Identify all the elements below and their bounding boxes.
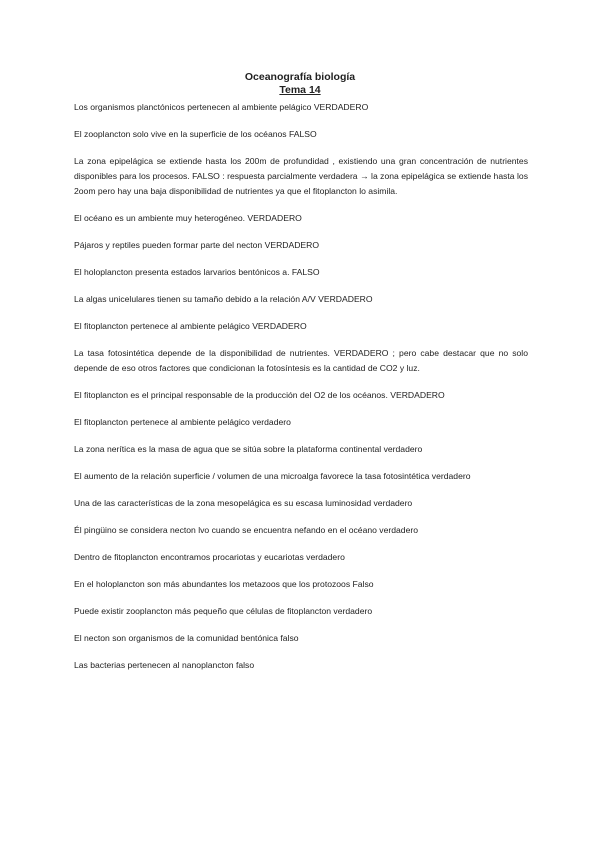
statement-2: El zooplancton solo vive en la superficie de los océanos FALSO <box>74 129 317 139</box>
statement-11: El fitoplancton pertenece al ambiente pelágico verdadero <box>74 417 291 427</box>
statement-20: Las bacterias pertenecen al nanoplancton falso <box>74 660 255 670</box>
statement-16: Dentro de fitoplancton encontramos procariotas y eucariotas verdadero <box>74 552 345 562</box>
statement-12: La zona nerítica es la masa de agua que se sitúa sobre la plataforma continental verdadero <box>74 444 423 454</box>
statement-3: La zona epipelágica se extiende hasta los 200m de profundidad , existiendo una gran concentración de nutrientes disponibles para los procesos. FALSO : respuesta parcialmente verdadera → la zona epipelágica se extiende hasta los 2oom pero hay una baja disponibilidad de nutrientes ya que el fitoplancton lo asimila. <box>74 156 528 196</box>
statement-10: El fitoplancton es el principal responsable de la producción del O2 de los océanos. VERDADERO <box>74 390 445 400</box>
document-subtitle: Tema 14 <box>279 84 321 96</box>
statement-9: La tasa fotosintética depende de la disponibilidad de nutrientes. VERDADERO ; pero cabe destacar que no solo depende de eso otros factores que condicionan la fotosíntesis es la cantidad de CO2 y luz. <box>74 348 528 373</box>
statement-list <box>74 100 528 685</box>
statement-4: El océano es un ambiente muy heterogéneo. VERDADERO <box>74 213 302 223</box>
document-header <box>0 71 600 97</box>
statement-6: El holoplancton presenta estados larvarios bentónicos a. FALSO <box>74 267 320 277</box>
statement-13: El aumento de la relación superficie / volumen de una microalga favorece la tasa fotosintética verdadero <box>74 471 471 481</box>
statement-1: Los organismos planctónicos pertenecen al ambiente pelágico VERDADERO <box>74 102 369 112</box>
statement-17: En el holoplancton son más abundantes los metazoos que los protozoos Falso <box>74 579 374 589</box>
statement-8: El fitoplancton pertenece al ambiente pelágico VERDADERO <box>74 321 307 331</box>
statement-18: Puede existir zooplancton más pequeño que células de fitoplancton verdadero <box>74 606 373 616</box>
statement-5: Pájaros y reptiles pueden formar parte del necton VERDADERO <box>74 240 320 250</box>
statement-19: El necton son organismos de la comunidad bentónica falso <box>74 633 299 643</box>
document-title: Oceanografía biología <box>244 71 356 83</box>
statement-14: Una de las características de la zona mesopelágica es su escasa luminosidad verdadero <box>74 498 413 508</box>
statement-15: Él pingüino se considera necton lvo cuando se encuentra nefando en el océano verdadero <box>74 525 418 535</box>
statement-7: La algas unicelulares tienen su tamaño debido a la relación A/V VERDADERO <box>74 294 373 304</box>
